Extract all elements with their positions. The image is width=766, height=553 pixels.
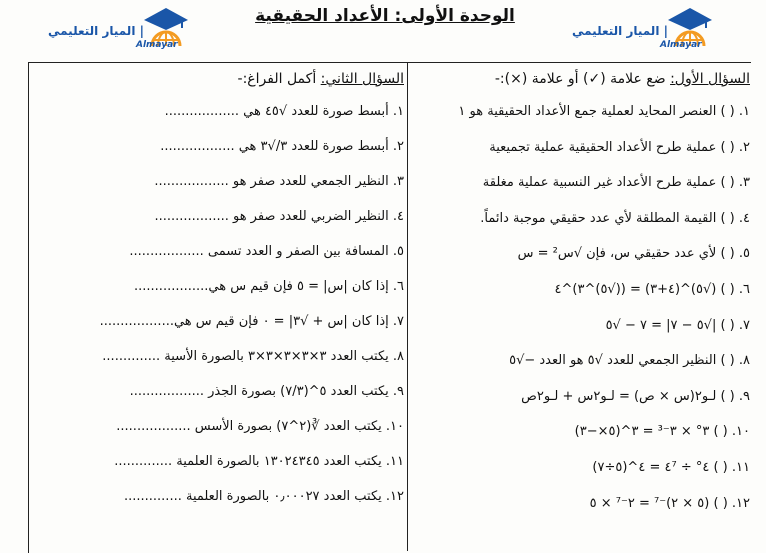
q1-item: ٧. ( ) |√٥ − ٧| = ٧ − √٥ [605,317,750,333]
question-two-header [34,64,404,94]
q2-item: ٩. يكتب العدد ٥^(٧/٣) بصورة الجذر .................. [129,384,404,399]
question-one-heading: السؤال الأول: [670,71,750,87]
q1-item: ١٠. ( ) ٣° × ٣⁻³ = ٣^(٥×−٣) [574,424,750,440]
q2-item: ١٢. يكتب العدد ٠٫٠٠٠٢٧ بالصورة العلمية .............. [123,489,404,504]
q2-item: ٦. إذا كان |س| = ٥ فإن قيم س هي.................. [134,279,404,294]
q2-item: ١١. يكتب العدد ١٣٠٢٤٣٤٥ بالصورة العلمية .............. [114,454,404,469]
q1-item: ٥. ( ) لأي عدد حقيقي س، فإن √س² = س [517,246,750,262]
logo-text: | الميار التعليمي [572,24,668,38]
logo-left [48,6,228,54]
q1-item: ٩. ( ) لـو٢(س × ص) = لـو٢س + لـو٢ص [521,388,750,404]
q1-item: ١١. ( ) ٤° ÷ ٤⁷ = ٤^(٥÷٧) [592,459,750,475]
logo-brand: Almayar [136,40,178,50]
question-one-header [410,64,750,94]
logo-text: | الميار التعليمي [48,24,144,38]
logo-brand: Almayar [660,40,702,50]
q1-item: ١٢. ( ) (٥ × ٢)⁻⁷ = ٢⁻⁷ × ٥ [589,495,750,511]
q2-item: ٣. النظير الجمعي للعدد صفر هو .................. [154,174,404,189]
q1-item: ٣. ( ) عملية طرح الأعداد غير النسبية عملية مغلقة [482,175,750,191]
q1-item: ٤. ( ) القيمة المطلقة لأي عدد حقيقي موجبة دائماً. [480,210,750,226]
logo-right [572,6,752,54]
q1-item: ١. ( ) العنصر المحايد لعملية جمع الأعداد الحقيقية هو ١ [458,104,750,119]
q1-item: ٦. ( ) (√٥)^(٤+٣) = ((√٥)^٣)^٤ [554,281,750,297]
question-one-section [410,64,750,521]
q2-item: ٧. إذا كان |س + √٣| = ٠ فإن قيم س هي.................. [99,314,404,329]
question-two-section [34,64,404,514]
question-two-instruction: أكمل الفراغ:- [237,71,317,87]
q2-item: ٥. المسافة بين الصفر و العدد تسمى .................. [129,244,404,259]
q2-item: ٤. النظير الضربي للعدد صفر هو .................. [154,209,404,224]
q2-item: ١٠. يكتب العدد ∛(٢^٧) بصورة الأسس .................. [116,419,404,434]
q2-item: ٢. أبسط صورة للعدد ٣/√٣ هي .................. [160,139,404,154]
q2-item: ١. أبسط صورة للعدد √٤٥ هي .................. [164,104,404,119]
page-title: الوحدة الأولى: الأعداد الحقيقية [255,6,515,26]
question-one-instruction: ضع علامة (✓) أو علامة (×):- [494,71,666,87]
q1-item: ٨. ( ) النظير الجمعي للعدد √٥ هو العدد −√٥ [509,353,750,369]
column-divider [407,62,408,551]
q1-item: ٢. ( ) عملية طرح الأعداد الحقيقية عملية تجميعية [489,139,750,155]
question-two-heading: السؤال الثاني: [320,71,404,87]
q2-item: ٨. يكتب العدد ٣×٣×٣×٣×٣ بالصورة الأسية .............. [102,349,404,364]
